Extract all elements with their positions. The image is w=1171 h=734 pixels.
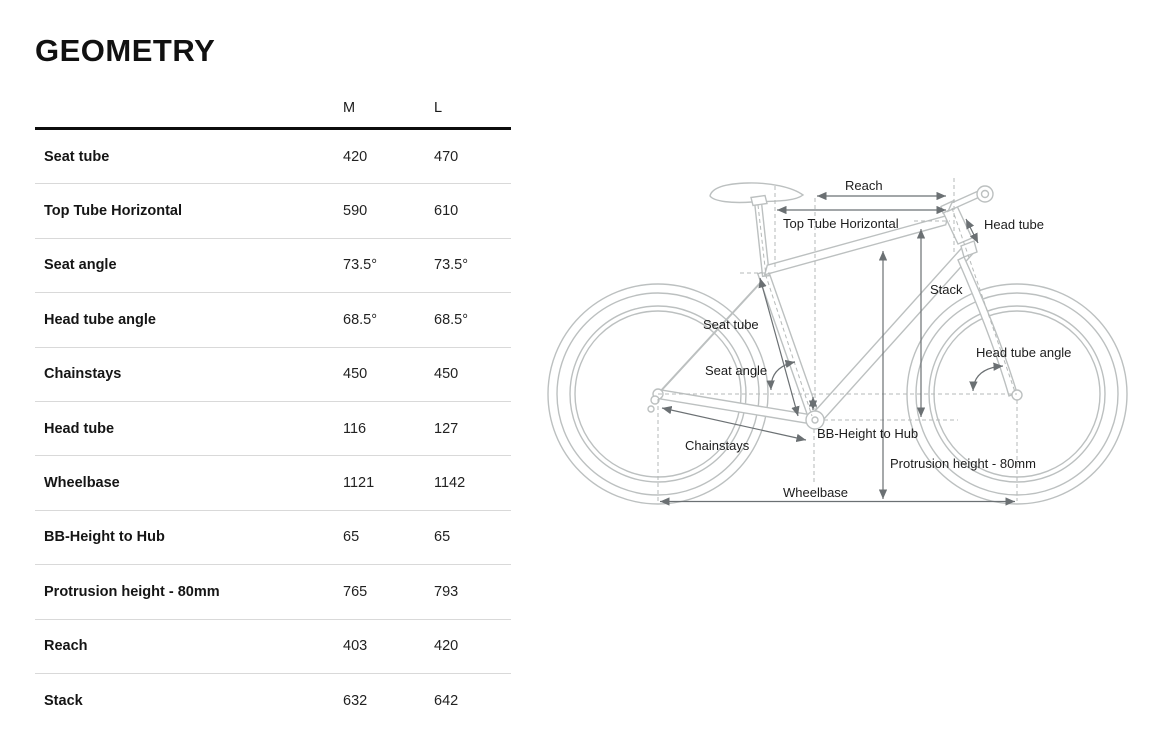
row-label: Wheelbase <box>44 475 120 492</box>
front-hub <box>1012 390 1022 400</box>
row-value-l: 642 <box>434 692 459 709</box>
down-tube <box>811 246 973 424</box>
row-value-l: 470 <box>434 148 459 165</box>
row-value-m: 116 <box>343 420 367 437</box>
row-value-l: 68.5° <box>434 311 469 328</box>
row-label: BB-Height to Hub <box>44 529 165 546</box>
rear-derailleur-pulley-2 <box>648 406 654 412</box>
row-label: Seat tube <box>44 148 110 165</box>
bb-height-to-hub-label: BB-Height to Hub <box>817 426 919 441</box>
head-tube-angle-label: Head tube angle <box>976 345 1072 360</box>
row-value-l: 420 <box>434 638 459 655</box>
top-tube-horizontal-label: Top Tube Horizontal <box>783 216 899 231</box>
seatstay-tube <box>655 278 768 396</box>
head-tube-label: Head tube <box>984 217 1044 232</box>
reach-label: Reach <box>845 178 883 193</box>
row-label: Protrusion height - 80mm <box>44 583 220 600</box>
row-value-l: 73.5° <box>434 257 469 274</box>
row-value-l: 610 <box>434 203 459 220</box>
row-value-m: 632 <box>343 692 368 709</box>
row-label: Head tube angle <box>44 311 156 328</box>
stack-label: Stack <box>930 282 963 297</box>
row-label: Reach <box>44 638 88 655</box>
row-value-m: 590 <box>343 203 368 220</box>
column-header-l: L <box>434 100 443 116</box>
seat-tube <box>758 270 820 422</box>
fork-blade <box>958 257 1017 396</box>
page-title: GEOMETRY <box>35 33 216 68</box>
seat-angle-label: Seat angle <box>705 363 768 378</box>
row-label: Top Tube Horizontal <box>44 203 182 220</box>
handlebar-grip-inner <box>982 191 989 198</box>
row-value-m: 450 <box>343 366 368 383</box>
fork-crown <box>961 241 977 257</box>
saddle-clamp <box>751 196 767 206</box>
row-value-m: 73.5° <box>343 257 378 274</box>
row-value-m: 1121 <box>343 475 375 492</box>
row-value-l: 793 <box>434 583 459 600</box>
row-value-m: 765 <box>343 583 368 600</box>
bottom-bracket-axle <box>812 417 818 423</box>
row-label: Head tube <box>44 420 115 437</box>
row-value-l: 450 <box>434 366 459 383</box>
row-label: Stack <box>44 692 83 709</box>
row-value-l: 127 <box>434 420 459 437</box>
column-header-m: M <box>343 100 356 116</box>
protrusion-height-label: Protrusion height - 80mm <box>890 456 1036 471</box>
head-tube-angle-arc <box>973 366 1003 391</box>
row-value-l: 65 <box>434 529 451 546</box>
chainstays-label: Chainstays <box>685 438 750 453</box>
row-value-m: 403 <box>343 638 368 655</box>
row-value-l: 1142 <box>434 475 466 492</box>
row-value-m: 65 <box>343 529 360 546</box>
seat-tube-label: Seat tube <box>703 317 759 332</box>
row-value-m: 420 <box>343 148 368 165</box>
row-value-m: 68.5° <box>343 311 378 328</box>
wheelbase-label: Wheelbase <box>783 485 849 500</box>
row-label: Seat angle <box>44 257 117 274</box>
row-label: Chainstays <box>44 366 122 383</box>
